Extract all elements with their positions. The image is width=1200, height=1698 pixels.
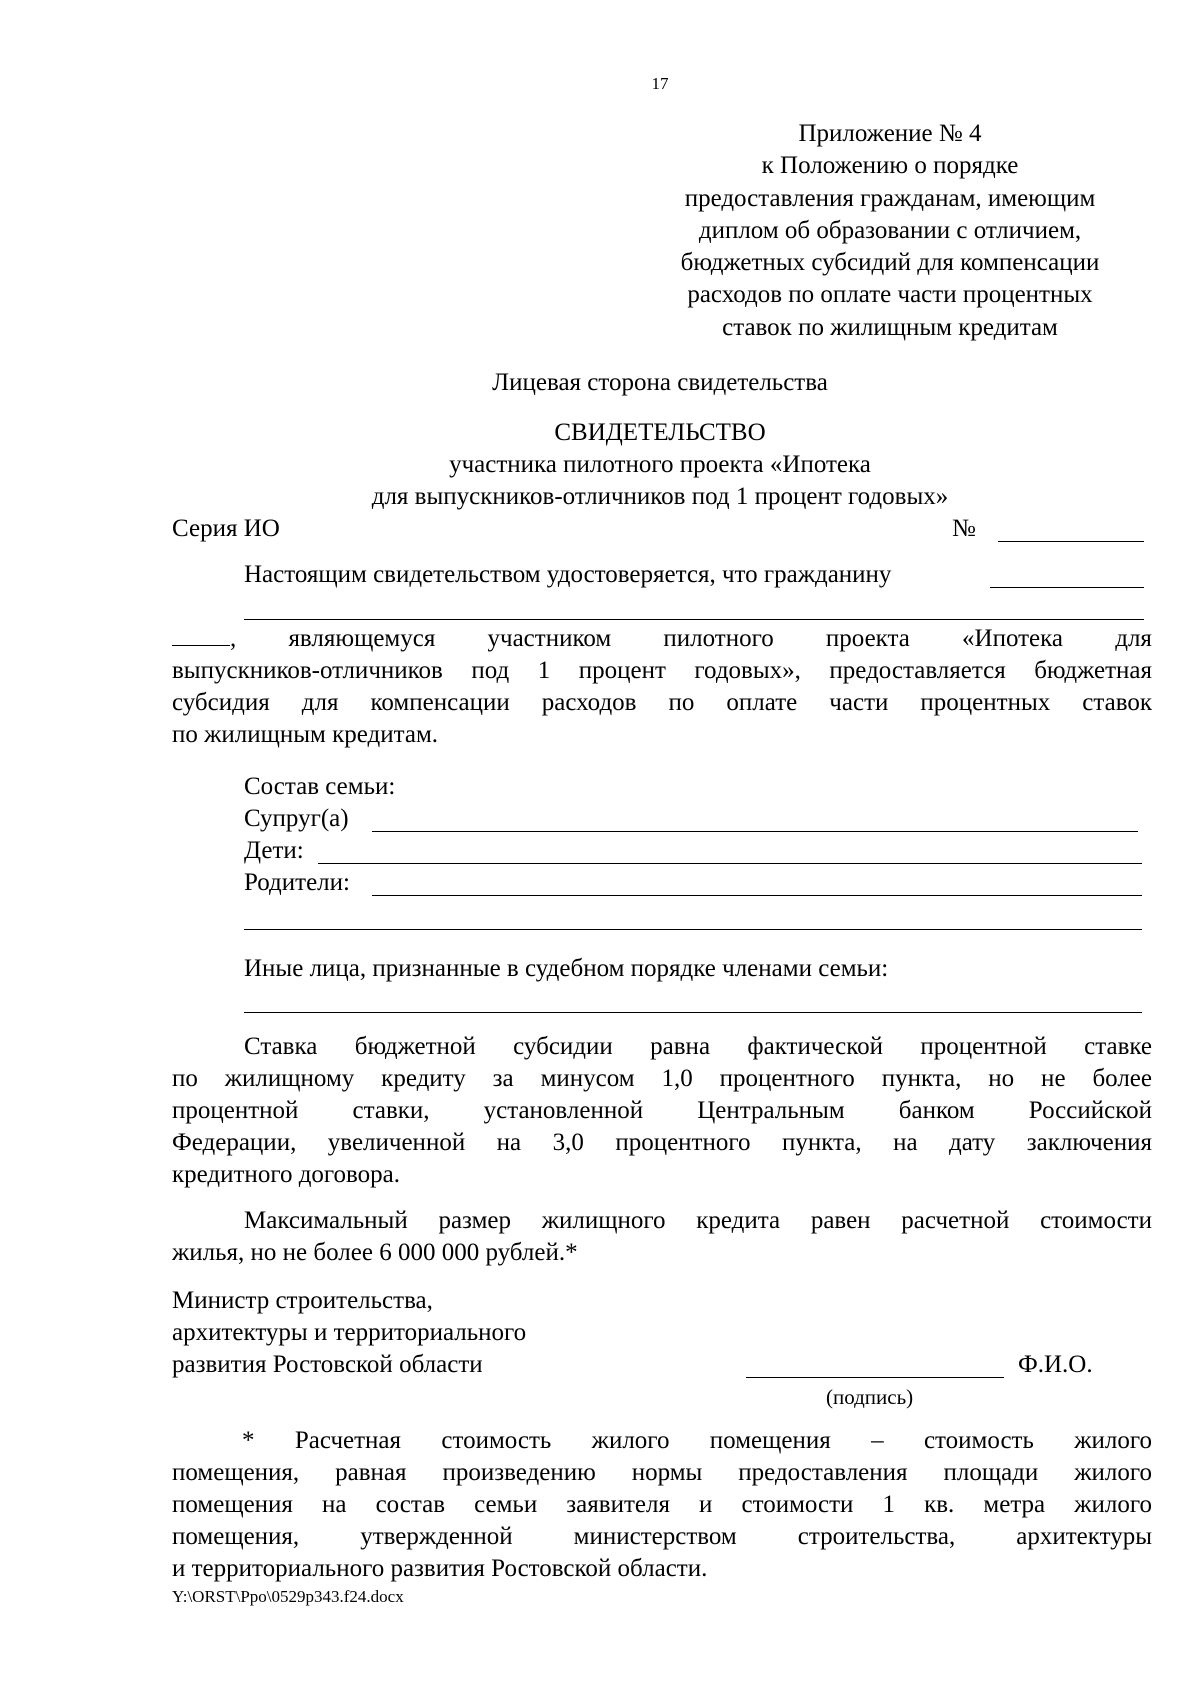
certificate-subtitle-line: для выпускников-отличников под 1 процент годовых»	[371, 483, 949, 510]
appendix-line: расходов по оплате части процентных	[687, 281, 1093, 309]
parents-label: Родители:	[244, 869, 350, 896]
citizen-name-blank-line-2[interactable]	[244, 619, 1144, 620]
file-path: Y:\ORST\Ppo\0529p343.f24.docx	[172, 1587, 404, 1606]
signature-caption: (подпись)	[826, 1385, 914, 1409]
participant-word: проекта	[825, 625, 910, 652]
participant-word: являющемуся	[288, 625, 436, 652]
certificate-title: СВИДЕТЕЛЬСТВО	[554, 419, 766, 446]
number-label: №	[952, 515, 976, 542]
participant-blank-line[interactable]	[172, 623, 230, 646]
certify-text: Настоящим свидетельством удостоверяется, что гражданину	[244, 561, 892, 588]
other-persons-blank-line[interactable]	[244, 1012, 1142, 1013]
participant-blank: ,	[172, 622, 236, 655]
children-label: Дети:	[244, 837, 304, 864]
participant-para-line: по жилищным кредитам.	[172, 721, 439, 748]
other-persons-label: Иные лица, признанные в судебном порядке членами семьи:	[244, 955, 889, 982]
max-para-line: Максимальный размер жилищного кредита равен расчетной стоимости	[244, 1207, 1152, 1234]
participant-word: для	[1115, 625, 1152, 652]
family-heading: Состав семьи:	[244, 773, 396, 800]
appendix-line: ставок по жилищным кредитам	[722, 313, 1058, 341]
page-number: 17	[651, 74, 669, 93]
side-label: Лицевая сторона свидетельства	[492, 369, 828, 396]
appendix-line: диплом об образовании с отличием,	[698, 216, 1082, 244]
footnote-line: помещения на состав семьи заявителя и стоимости 1 кв. метра жилого	[172, 1491, 1152, 1518]
parents-blank-line[interactable]	[372, 895, 1142, 896]
participant-word: «Ипотека	[962, 625, 1064, 652]
participant-para-line: выпускников-отличников под 1 процент годовых», предоставляется бюджетная	[172, 657, 1152, 684]
spouse-blank-line[interactable]	[372, 831, 1138, 832]
footnote-line: помещения, равная произведению нормы предоставления площади жилого	[172, 1459, 1152, 1486]
participant-para-line: субсидия для компенсации расходов по оплате части процентных ставок	[172, 689, 1152, 716]
appendix-header	[620, 118, 1160, 344]
signature-blank-line[interactable]	[746, 1377, 1004, 1378]
parents-blank-line-2[interactable]	[244, 929, 1142, 930]
rate-para-line: Федерации, увеличенной на 3,0 процентного пункта, на дату заключения	[172, 1129, 1152, 1156]
certificate-subtitle-line: участника пилотного проекта «Ипотека	[449, 451, 871, 478]
number-blank-line[interactable]	[998, 541, 1144, 542]
spouse-label: Супруг(а)	[244, 805, 349, 832]
appendix-line: бюджетных субсидий для компенсации	[680, 249, 1100, 277]
appendix-line: предоставления гражданам, имеющим	[684, 184, 1096, 212]
footnote-line: помещения, утвержденной министерством строительства, архитектуры	[172, 1523, 1152, 1550]
participant-word: участником	[487, 625, 612, 652]
minister-line: развития Ростовской области	[172, 1351, 483, 1378]
rate-para-line: Ставка бюджетной субсидии равна фактической процентной ставке	[244, 1033, 1152, 1060]
rate-para-line: кредитного договора.	[172, 1161, 401, 1188]
minister-line: Министр строительства,	[172, 1287, 433, 1314]
footnote-line: и территориального развития Ростовской области.	[172, 1555, 708, 1582]
rate-para-line: процентной ставки, установленной Центральным банком Российской	[172, 1097, 1152, 1124]
participant-word: пилотного	[663, 625, 774, 652]
appendix-line: к Положению о порядке	[761, 152, 1019, 180]
rate-para-line: по жилищному кредиту за минусом 1,0 процентного пункта, но не более	[172, 1065, 1152, 1092]
fio-label: Ф.И.О.	[1018, 1351, 1093, 1378]
series-label: Серия ИО	[172, 515, 280, 542]
minister-line: архитектуры и территориального	[172, 1319, 527, 1346]
max-para-line: жилья, но не более 6 000 000 рублей.*	[172, 1239, 578, 1266]
children-blank-line[interactable]	[318, 863, 1142, 864]
footnote-line: * Расчетная стоимость жилого помещения – стоимость жилого	[242, 1427, 1152, 1454]
participant-para-line	[172, 622, 1152, 655]
appendix-line: Приложение № 4	[798, 120, 982, 147]
citizen-name-blank-line[interactable]	[990, 587, 1144, 588]
